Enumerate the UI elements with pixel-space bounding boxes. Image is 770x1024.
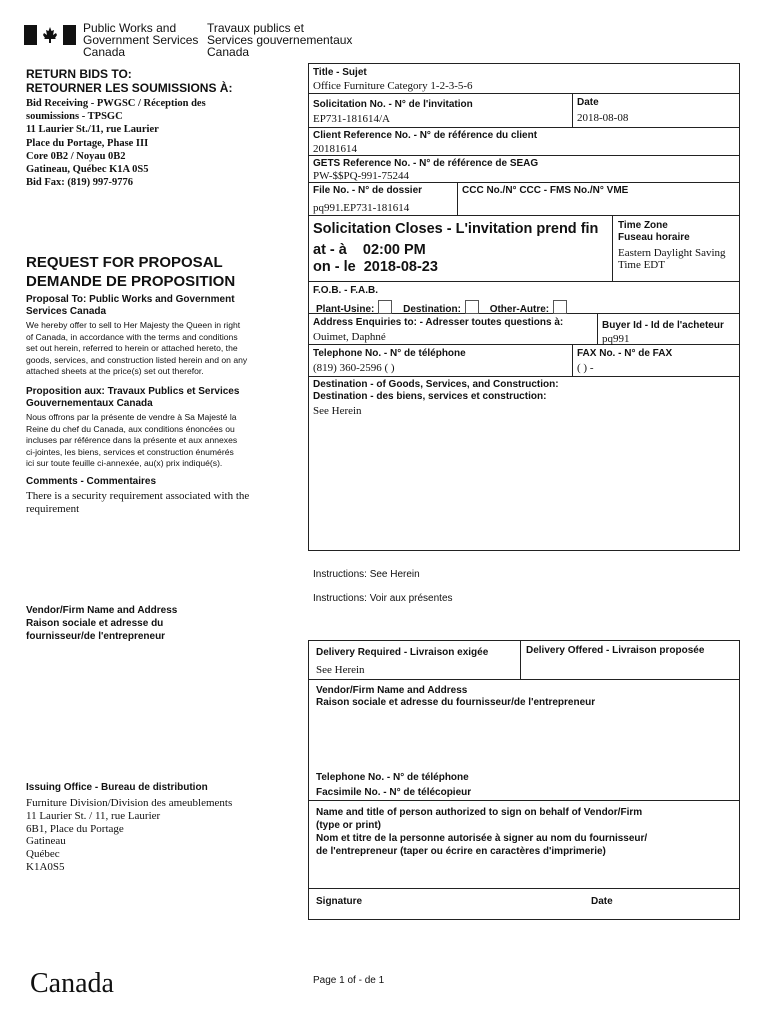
tz-label-fr: Fuseau horaire bbox=[618, 232, 690, 243]
issuing-line: Québec bbox=[26, 848, 60, 861]
address-line: Bid Fax: (819) 997-9776 bbox=[26, 177, 134, 189]
solicitation-closes-title: Solicitation Closes - L'invitation prend fin bbox=[313, 221, 599, 237]
instructions-en: Instructions: See Herein bbox=[313, 569, 420, 580]
gets-ref-value: PW-$$PQ-991-75244 bbox=[313, 170, 409, 182]
destination-goods-value: See Herein bbox=[313, 405, 362, 417]
divider bbox=[612, 215, 613, 281]
address-enquiries-label: Address Enquiries to: - Adresser toutes questions à: bbox=[313, 317, 564, 328]
comments-label: Comments - Commentaires bbox=[26, 476, 157, 487]
vendor-label-line: Raison sociale et adresse du bbox=[26, 618, 164, 629]
proposal-to-en bbox=[26, 294, 235, 317]
gets-ref-label: GETS Reference No. - N° de référence de SEAG bbox=[313, 158, 539, 169]
closes-on-row bbox=[313, 259, 438, 276]
dept-fr-line: Canada bbox=[207, 45, 250, 59]
delivery-required-value: See Herein bbox=[316, 664, 365, 676]
body-line: goods, services, and construction listed herein and on any bbox=[26, 354, 248, 365]
date-value: 2018-08-08 bbox=[577, 112, 629, 124]
proposal-body-en bbox=[26, 320, 247, 378]
proposal-to-line: Gouvernementaux Canada bbox=[26, 397, 153, 409]
vendor-line: Raison sociale et adresse du fournisseur/de l'entrepreneur bbox=[316, 697, 596, 708]
comments-line: There is a security requirement associated with the bbox=[26, 490, 250, 502]
divider bbox=[572, 344, 573, 376]
buyer-id-value: pq991 bbox=[602, 333, 630, 345]
divider bbox=[308, 344, 740, 345]
fob-options bbox=[316, 300, 567, 316]
fax-label: FAX No. - N° de FAX bbox=[577, 348, 673, 359]
authorized-line: Nom et titre de la personne autorisée à signer au nom du fournisseur/ bbox=[316, 833, 648, 844]
solicitation-no-value: EP731-181614/A bbox=[313, 113, 390, 125]
destination-label: Destination: bbox=[403, 304, 461, 315]
vendor-label-line: fournisseur/de l'entrepreneur bbox=[26, 631, 166, 642]
closing-time: 02:00 PM bbox=[362, 242, 426, 258]
client-ref-label: Client Reference No. - N° de référence du client bbox=[313, 130, 538, 141]
divider bbox=[308, 93, 740, 94]
comments-line: requirement bbox=[26, 503, 80, 515]
divider bbox=[572, 93, 573, 127]
return-bids-title bbox=[26, 67, 232, 95]
issuing-line: K1A0S5 bbox=[26, 860, 65, 873]
divider bbox=[308, 182, 740, 183]
issuing-office-label: Issuing Office - Bureau de distribution bbox=[26, 782, 208, 793]
destination-goods-label bbox=[313, 379, 559, 403]
date-label: Date bbox=[577, 97, 599, 108]
destination-line: Destination - of Goods, Services, and Construction: bbox=[313, 379, 559, 390]
authorized-line: Name and title of person authorized to sign on behalf of Vendor/Firm bbox=[316, 807, 643, 818]
address-line: Bid Receiving - PWGSC / Réception des bbox=[26, 98, 206, 109]
divider bbox=[457, 182, 458, 215]
issuing-line: Gatineau bbox=[26, 835, 66, 848]
body-line: incluses par référence dans la présente et aux annexes bbox=[26, 435, 238, 446]
proposal-to-fr bbox=[26, 386, 239, 409]
telephone-label: Telephone No. - N° de téléphone bbox=[313, 348, 466, 359]
file-no-value: pq991.EP731-181614 bbox=[313, 202, 410, 214]
solicitation-no-label: Solicitation No. - N° de l'invitation bbox=[313, 99, 473, 110]
signature-label: Signature bbox=[316, 896, 363, 907]
divider bbox=[308, 155, 740, 156]
divider bbox=[308, 127, 740, 128]
address-line: soumissions - TPSGC bbox=[26, 111, 123, 123]
department-name-en bbox=[83, 22, 198, 58]
dept-fr-line: Services gouvernementaux bbox=[207, 33, 353, 47]
divider bbox=[308, 679, 740, 680]
body-line: set out herein, referred to herein or attached hereto, the bbox=[26, 343, 238, 354]
body-line: of Canada, in accordance with the terms and conditions bbox=[26, 331, 238, 342]
time-zone-value bbox=[618, 247, 726, 271]
vendor-name-address-label bbox=[316, 685, 595, 709]
body-line: ici sur toute feuille ci-annexée, au(x) prix indiqué(s). bbox=[26, 458, 223, 469]
address-enquiries-value: Ouimet, Daphné bbox=[313, 331, 386, 343]
divider bbox=[520, 640, 521, 679]
title-value: Office Furniture Category 1-2-3-5-6 bbox=[313, 80, 473, 92]
fax-value: ( ) - bbox=[577, 362, 594, 374]
client-ref-value: 20181614 bbox=[313, 143, 357, 155]
on-label: on - le bbox=[313, 259, 356, 275]
telephone-value: (819) 360-2596 ( ) bbox=[313, 362, 395, 374]
divider bbox=[597, 313, 598, 344]
proposal-to-line: Services Canada bbox=[26, 305, 107, 317]
issuing-line: 11 Laurier St. / 11, rue Laurier bbox=[26, 809, 161, 822]
address-line: Core 0B2 / Noyau 0B2 bbox=[26, 150, 126, 162]
divider bbox=[308, 281, 740, 282]
vendor-telephone-label: Telephone No. - N° de téléphone bbox=[316, 772, 469, 783]
divider bbox=[308, 800, 740, 801]
closes-at-row bbox=[313, 242, 426, 259]
authorized-person-label bbox=[316, 806, 647, 858]
vendor-fax-label: Facsimile No. - N° de télécopieur bbox=[316, 787, 472, 798]
plant-label: Plant-Usine: bbox=[316, 304, 375, 315]
fob-label: F.O.B. - F.A.B. bbox=[313, 285, 378, 296]
body-line: Reine du chef du Canada, aux conditions énoncées ou bbox=[26, 423, 235, 434]
return-bids-address bbox=[26, 97, 206, 189]
file-no-label: File No. - N° de dossier bbox=[313, 185, 423, 196]
department-name-fr bbox=[207, 22, 352, 58]
address-line: Place du Portage, Phase III bbox=[26, 137, 149, 149]
ccc-no-label: CCC No./N° CCC - FMS No./N° VME bbox=[462, 185, 629, 196]
body-line: ci-jointes, les biens, services et construction énumérés bbox=[26, 446, 234, 457]
canada-wordmark: Canada bbox=[30, 968, 114, 999]
signature-date-label: Date bbox=[591, 896, 613, 907]
closing-date: 2018-08-23 bbox=[363, 259, 438, 275]
authorized-line: (type or print) bbox=[316, 820, 381, 831]
other-checkbox[interactable] bbox=[553, 300, 567, 314]
body-line: We hereby offer to sell to Her Majesty the Queen in right bbox=[26, 320, 241, 330]
divider bbox=[308, 215, 740, 216]
vendor-line: Vendor/Firm Name and Address bbox=[316, 685, 468, 696]
buyer-id-label: Buyer Id - Id de l'acheteur bbox=[602, 320, 724, 331]
title-label: Title - Sujet bbox=[313, 67, 367, 78]
divider bbox=[308, 888, 740, 889]
at-label: at - à bbox=[313, 242, 347, 258]
proposal-body-fr bbox=[26, 412, 237, 470]
delivery-offered-label: Delivery Offered - Livraison proposée bbox=[526, 645, 705, 656]
tz-label-en: Time Zone bbox=[618, 220, 668, 231]
rfp-title bbox=[26, 253, 235, 291]
divider bbox=[308, 376, 740, 377]
vendor-label-line: Vendor/Firm Name and Address bbox=[26, 605, 178, 616]
other-label: Other-Autre: bbox=[489, 304, 550, 315]
body-line: Nous offrons par la présente de vendre à Sa Majesté la bbox=[26, 412, 237, 422]
proposal-to-line: Proposal To: Public Works and Government bbox=[26, 294, 235, 305]
delivery-required-label: Delivery Required - Livraison exigée bbox=[316, 647, 489, 658]
authorized-line: de l'entrepreneur (taper ou écrire en caractères d'imprimerie) bbox=[316, 846, 606, 857]
tz-value-line: Time EDT bbox=[618, 259, 665, 271]
issuing-office-address bbox=[26, 797, 232, 874]
instructions-fr: Instructions: Voir aux présentes bbox=[313, 593, 453, 604]
return-bids-title-en: RETURN BIDS TO: bbox=[26, 67, 132, 81]
proposal-to-line: Proposition aux: Travaux Publics et Services bbox=[26, 386, 240, 397]
address-line: 11 Laurier St./11, rue Laurier bbox=[26, 124, 159, 136]
dept-en-line: Canada bbox=[83, 45, 126, 59]
destination-line: Destination - des biens, services et construction: bbox=[313, 391, 547, 402]
issuing-line: 6B1, Place du Portage bbox=[26, 822, 124, 835]
address-line: Gatineau, Québec K1A 0S5 bbox=[26, 164, 149, 176]
return-bids-title-fr: RETOURNER LES SOUMISSIONS À: bbox=[26, 81, 233, 95]
vendor-label-left bbox=[26, 604, 177, 643]
body-line: attached sheets at the price(s) set out therefor. bbox=[26, 366, 204, 377]
dept-fr-line: Travaux publics et bbox=[207, 21, 304, 35]
plant-checkbox[interactable] bbox=[378, 300, 392, 314]
dept-en-line: Public Works and bbox=[83, 21, 177, 35]
rfp-title-en: REQUEST FOR PROPOSAL bbox=[26, 254, 223, 271]
rfp-title-fr: DEMANDE DE PROPOSITION bbox=[26, 273, 236, 290]
issuing-line: Furniture Division/Division des ameublements bbox=[26, 797, 233, 809]
destination-checkbox[interactable] bbox=[465, 300, 479, 314]
dept-en-line: Government Services bbox=[83, 33, 199, 47]
comments-text bbox=[26, 490, 249, 516]
time-zone-label bbox=[618, 220, 690, 244]
page-number: Page 1 of - de 1 bbox=[313, 975, 385, 986]
tz-value-line: Eastern Daylight Saving bbox=[618, 247, 726, 259]
canada-flag-icon bbox=[24, 25, 76, 45]
